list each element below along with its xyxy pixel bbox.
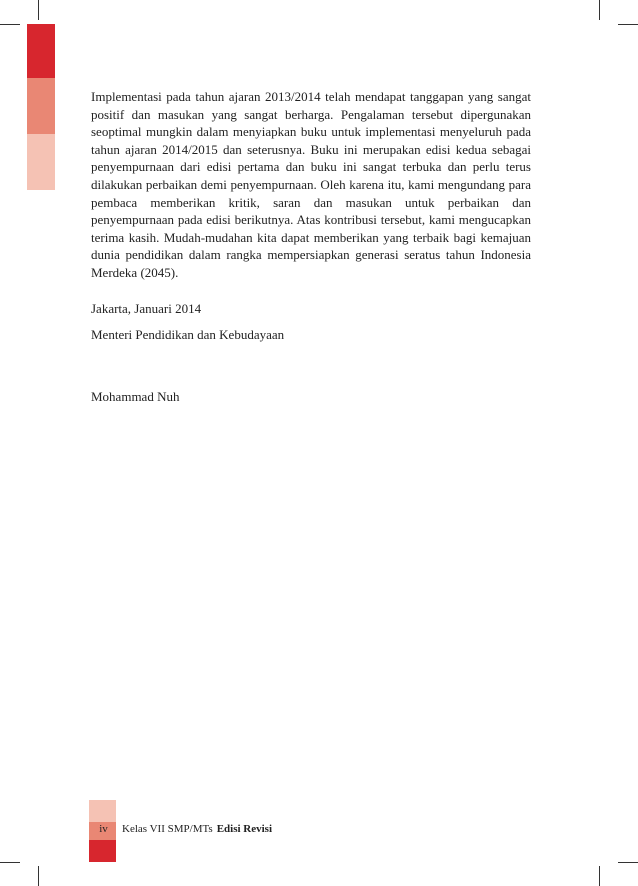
crop-mark-bottom-right-h [618, 862, 638, 863]
side-band-mid [27, 78, 55, 134]
side-band-light [27, 134, 55, 190]
crop-mark-bottom-right-v [599, 866, 600, 886]
crop-mark-top-left-h [0, 24, 20, 25]
side-band-dark [27, 24, 55, 78]
page-content [91, 88, 531, 405]
footer-edition: Edisi Revisi [216, 823, 273, 835]
signatory-name: Mohammad Nuh [91, 388, 180, 404]
crop-mark-bottom-left-h [0, 862, 20, 863]
crop-mark-top-right-v [599, 0, 600, 20]
page-number: iv [99, 823, 108, 835]
foreword-paragraph: Implementasi pada tahun ajaran 2013/2014 telah mendapat tanggapan yang sangat positif dan masukan yang sangat berharga. Pengalaman tersebut dipergunakan seoptimal mungkin dalam menyiapkan buku untuk implementasi menyeluruh pada tahun ajaran 2014/2015 dan seterusnya. Buku ini merupakan edisi kedua sebagai penyempurnaan dari edisi pertama dan buku ini sangat terbuka dan perlu terus dilakukan perbaikan demi penyempurnaan. Oleh karena itu, kami mengundang para pembaca memberikan kritik, saran dan masukan untuk perbaikan dan penyempurnaan pada edisi berikutnya. Atas kontribusi tersebut, kami mengucapkan terima kasih. Mudah-mudahan kita dapat memberikan yang terbaik bagi kemajuan dunia pendidikan dalam rangka mempersiapkan generasi seratus tahun Indonesia Merdeka (2045). [91, 89, 531, 280]
crop-mark-top-right-h [618, 24, 638, 25]
crop-mark-bottom-left-v [38, 866, 39, 886]
crop-mark-top-left-v [38, 0, 39, 20]
footer-book-title: Kelas VII SMP/MTs [122, 823, 213, 835]
minister-title: Menteri Pendidikan dan Kebudayaan [91, 327, 285, 343]
footer-book-info [122, 823, 272, 835]
date-line: Jakarta, Januari 2014 [91, 300, 202, 316]
